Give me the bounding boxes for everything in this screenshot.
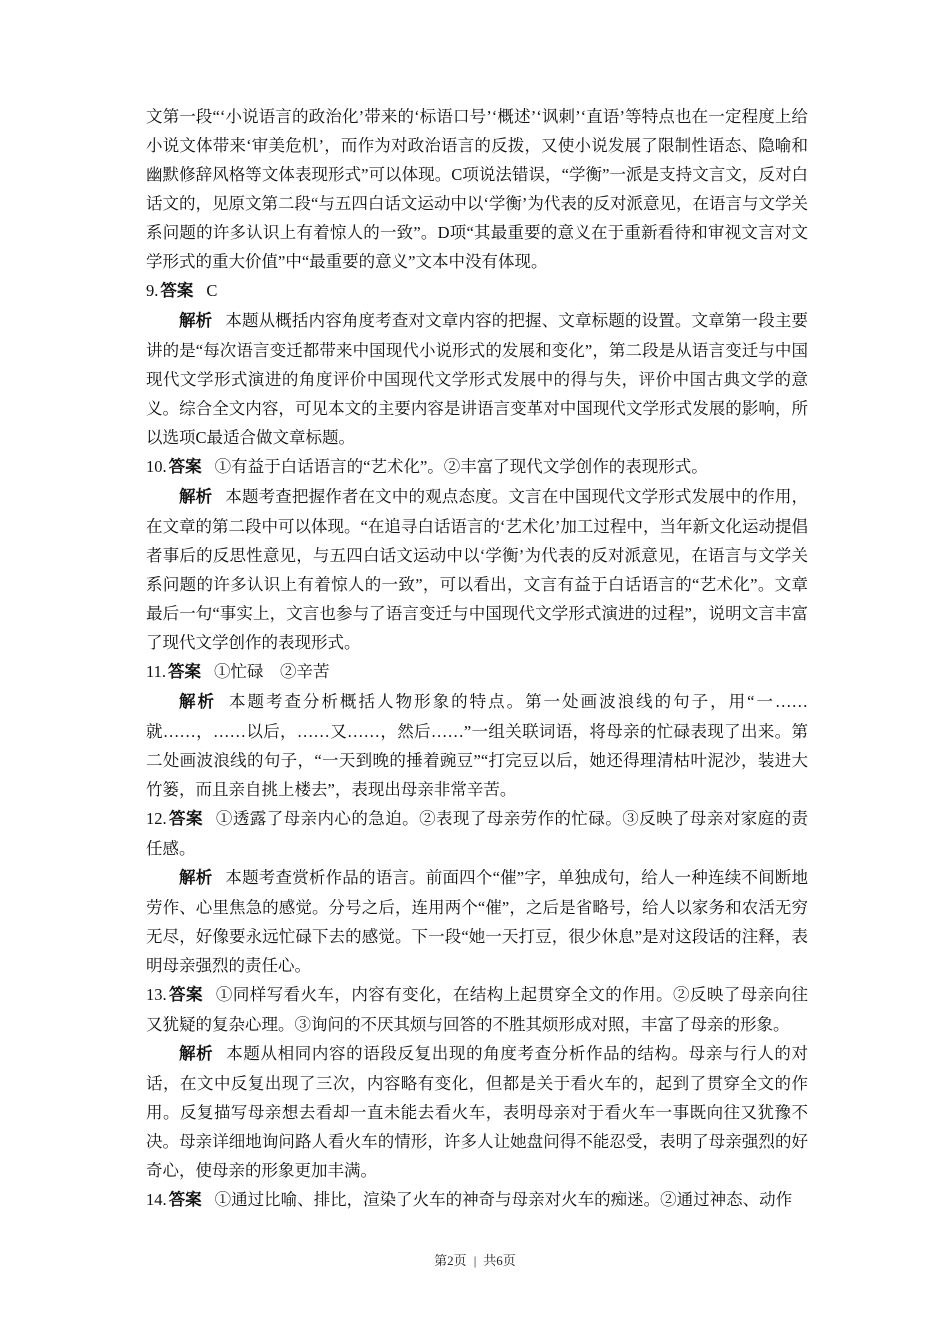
question-number: 14. xyxy=(146,1190,167,1209)
question-number: 10. xyxy=(146,457,167,476)
analysis-paragraph xyxy=(146,1039,808,1185)
answer-line xyxy=(146,980,808,1039)
answer-line xyxy=(146,804,808,863)
total-pages: 共6页 xyxy=(483,1253,516,1268)
analysis-text: 本题考查赏析作品的语言。前面四个“催”字，单独成句，给人一种连续不间断地劳作、心里焦急的感觉。分号之后，连用两个“催”，之后是省略号，给人以家务和农活无穷无尽，好像要永远忙碌下去的感觉。下一段“她一天打豆，很少休息”是对这段话的注释，表明母亲强烈的责任心。 xyxy=(146,868,808,975)
analysis-text: 本题考查分析概括人物形象的特点。第一处画波浪线的句子，用“一……就……，……以后，……又……，然后……”一组关联词语，将母亲的忙碌表现了出来。第二处画波浪线的句子，“一天到晚的捶着豌豆”“打完豆以后，她还得理清枯叶泥沙，装进大竹篓，而且亲自挑上楼去”，表现出母亲非常辛苦。 xyxy=(146,692,809,799)
qa-item-13 xyxy=(146,980,808,1185)
answer-label: 答案 xyxy=(168,458,202,476)
analysis-text: 本题考查把握作者在文中的观点态度。文言在中国现代文学形式发展中的作用，在文章的第二段中可以体现。“在追寻白话语言的‘艺术化’加工过程中，当年新文化运动提倡者事后的反思性意见，与五四白话文运动中以‘学衡’为代表的反对派意见，在语言与文学关系问题的许多认识上有着惊人的一致”，可以看出，文言有益于白话语言的“艺术化”。文章最后一句“事实上，文言也参与了语言变迁与中国现代文学形式演进的过程”，说明文言丰富了现代文学创作的表现形式。 xyxy=(146,487,809,652)
question-number: 11. xyxy=(146,662,167,681)
page-number: 第2页 xyxy=(434,1253,467,1268)
continuation-paragraph: 文第一段“‘小说语言的政治化’带来的‘标语口号’‘概述’‘讽刺’‘直语’等特点也在一定程度上给小说文体带来‘审美危机’，而作为对政治语言的反拨，又使小说发展了限制性语态、隐喻和幽默修辞风格等文体表现形式”可以体现。C项说法错误，“学衡”一派是支持文言文，反对白话文的，见原文第二段“与五四白话文运动中以‘学衡’为代表的反对派意见，在语言与文学关系问题的许多认识上有着惊人的一致”。D项“其最重要的意义在于重新看待和审视文言对文学形式的重大价值”中“最重要的意义”文本中没有体现。 xyxy=(146,107,808,271)
analysis-label: 解析 xyxy=(179,693,217,711)
answer-text: ①忙碌 ②辛苦 xyxy=(214,662,330,681)
analysis-paragraph xyxy=(146,687,808,804)
question-number: 9. xyxy=(146,281,159,300)
document-body xyxy=(146,102,808,1215)
answer-line xyxy=(146,452,808,482)
answer-text: ①透露了母亲内心的急迫。②表现了母亲劳作的忙碌。③反映了母亲对家庭的责任感。 xyxy=(146,809,809,858)
answer-line xyxy=(146,657,808,687)
answer-text: ①同样写看火车，内容有变化，在结构上起贯穿全文的作用。②反映了母亲向往又犹疑的复杂心理。③询问的不厌其烦与回答的不胜其烦形成对照，丰富了母亲的形象。 xyxy=(146,985,809,1034)
analysis-paragraph xyxy=(146,482,808,657)
answer-label: 答案 xyxy=(168,1191,202,1209)
answer-text: ①有益于白话语言的“艺术化”。②丰富了现代文学创作的表现形式。 xyxy=(214,457,708,476)
answer-text: ①通过比喻、排比，渲染了火车的神奇与母亲对火车的痴迷。②通过神态、动作 xyxy=(214,1190,793,1209)
qa-item-11 xyxy=(146,657,808,804)
qa-item-9 xyxy=(146,276,808,452)
analysis-text: 本题从概括内容角度考查对文章内容的把握、文章标题的设置。文章第一段主要讲的是“每次语言变迁都带来中国现代小说形式的发展和变化”，第二段是从语言变迁与中国现代文学形式演进的角度评价中国现代文学形式发展中的得与失，评价中国古典文学的意义。综合全文内容，可见本文的主要内容是讲语言变革对中国现代文学形式发展的影响，所以选项C最适合做文章标题。 xyxy=(146,311,809,447)
analysis-label: 解析 xyxy=(179,1045,214,1063)
analysis-label: 解析 xyxy=(179,312,213,330)
analysis-paragraph xyxy=(146,306,808,452)
answer-label: 答案 xyxy=(160,282,194,300)
qa-item-10 xyxy=(146,452,808,657)
answer-label: 答案 xyxy=(168,986,203,1004)
analysis-paragraph xyxy=(146,863,808,980)
analysis-label: 解析 xyxy=(179,869,213,887)
qa-item-12 xyxy=(146,804,808,980)
answer-label: 答案 xyxy=(168,663,202,681)
question-number: 12. xyxy=(146,809,167,828)
footer-separator: | xyxy=(473,1253,477,1268)
answer-line xyxy=(146,1185,808,1215)
answer-line xyxy=(146,276,808,306)
qa-item-14 xyxy=(146,1185,808,1215)
question-number: 13. xyxy=(146,985,167,1004)
answer-label: 答案 xyxy=(168,810,203,828)
analysis-text: 本题从相同内容的语段反复出现的角度考查分析作品的结构。母亲与行人的对话，在文中反复出现了三次，内容略有变化，但都是关于看火车的，起到了贯穿全文的作用。反复描写母亲想去看却一直未能去看火车，表明母亲对于看火车一事既向往又犹豫不决。母亲详细地询问路人看火车的情形，许多人让她盘问得不能忍受，表明了母亲强烈的好奇心，使母亲的形象更加丰满。 xyxy=(146,1044,809,1180)
analysis-label: 解析 xyxy=(179,488,213,506)
answer-text: C xyxy=(206,281,218,300)
page-footer xyxy=(0,1250,950,1269)
